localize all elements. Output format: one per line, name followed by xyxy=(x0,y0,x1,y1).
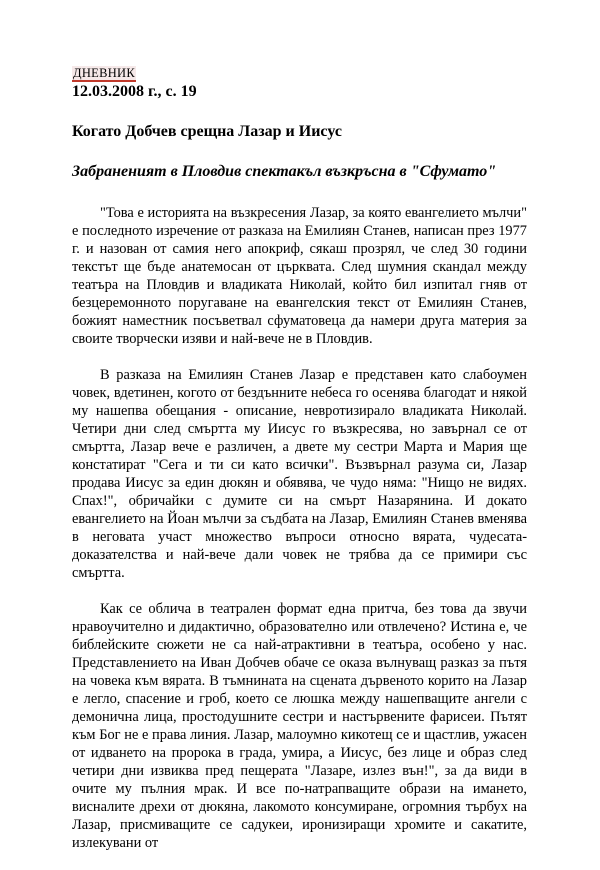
source-name xyxy=(72,64,527,82)
article-subheadline: Забраненият в Пловдив спектакъл възкръсна в "Сфумато" xyxy=(72,163,497,180)
article-body xyxy=(72,204,527,852)
source-label: ДНЕВНИК xyxy=(73,66,136,80)
paragraph-1: "Това е историята на възкресения Лазар, за която евангелието мълчи" е последното изречение от разказа на Емилиян Станев, написан през 1977 г. и назован от самия него апокриф, сякаш прозрял, че след 30 години текстът ще бъде анатемосан от църквата. След шумния скандал между театъра на Пловдив и владиката Николай, който бил изпитал гняв от безцеремонното поругаване на евангелския текст от Емилиян Станев, божият наместник посъветвал сфуматовеца да намери друга материя за своите творчески изяви и най-вече не в Пловдив. xyxy=(72,205,527,347)
article xyxy=(72,64,527,870)
paragraph-2: В разказа на Емилиян Станев Лазар е представен като слабоумен човек, вдетинен, когото от бездънните небеса го осенява благодат и някой му нашепва обещания - описание, невротизирало владиката Николай. Четири дни след смъртта му Иисус го възкресява, но завърнал се от смъртта, Лазар вече е различен, а двете му сестри Марта и Мария ще констатират "Сега и ти си като всички". Възвърнал разума си, Лазар продава Иисус за един дюкян и обявява, че чудо няма: "Нищо не видях. Спах!", обричайки с думите си на смърт Назарянина. И докато евангелието на Йоан мълчи за съдбата на Лазар, Емилиян Станев вменява в неговата участ множество въпроси относно вярата, чудесата-доказателства и най-вече дали човек не трябва да се примири със смъртта. xyxy=(72,367,527,581)
paragraph-3: Как се облича в театрален формат една притча, без това да звучи нравоучително и дидактично, образователно или отвлечено? Истина е, че библейските сюжети не са най-атрактивни в театъра, особено у нас. Представлението на Иван Добчев обаче се оказа вълнуващ разказ за пътя на човека към вярата. В тъмнината на сцената дървеното корито на Лазар е легло, спасение и гроб, което се люшка между нашепващите ангели с демонична лица, простодушните сестри и настървените фарисеи. Пътят към Бог не е права линия. Лазар, малоумно кикотещ се и щастлив, ужасен от идването на пророка в града, умира, а Иисус, без лице и образ след четири дни извиква пред пещерата "Лазаре, излез вън!", за да види в очите му пълния мрак. И все по-натрапващите образи на имането, висналите дрехи от дюкяна, лакомото консумиране, огромния търбух на Лазар, присмиващите се садукеи, иронизиращи хромите и сакатите, излекувани от xyxy=(72,601,527,851)
dateline: 12.03.2008 г., с. 19 xyxy=(72,83,197,100)
article-headline: Когато Добчев срещна Лазар и Иисус xyxy=(72,123,342,140)
